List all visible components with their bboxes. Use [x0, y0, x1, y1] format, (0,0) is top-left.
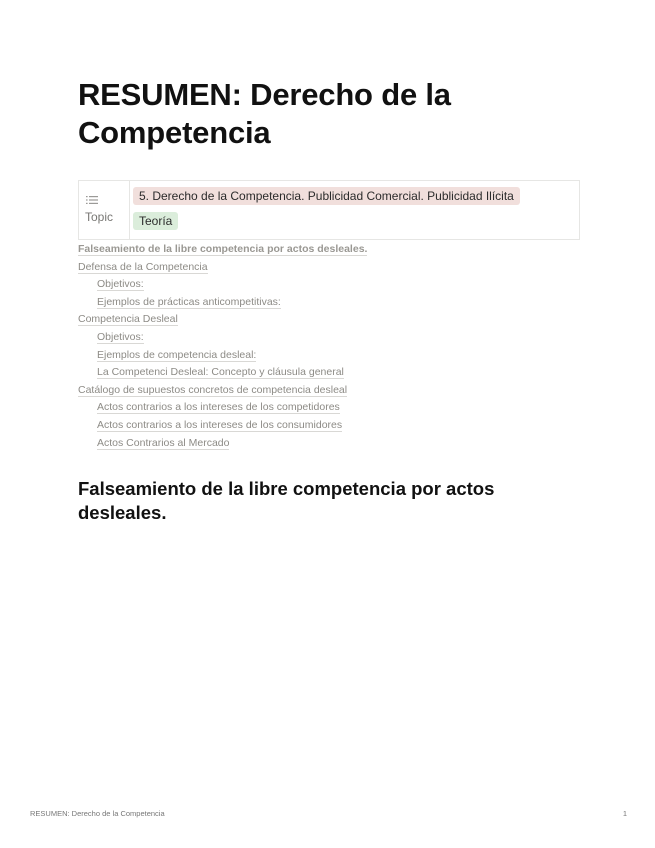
toc-link[interactable]: Actos contrarios a los intereses de los consumidores: [97, 418, 343, 431]
properties-table: [78, 180, 580, 240]
document-page: [78, 76, 580, 525]
toc-link[interactable]: La Competenci Desleal: Concepto y cláusula general: [97, 366, 344, 379]
property-label-cell: [79, 181, 129, 239]
toc-link[interactable]: Defensa de la Competencia: [78, 260, 208, 273]
toc-link[interactable]: Objetivos:: [97, 330, 144, 343]
toc-link[interactable]: Competencia Desleal: [78, 313, 178, 326]
toc-link[interactable]: Ejemplos de competencia desleal:: [97, 348, 257, 361]
property-values-cell: [129, 181, 579, 239]
property-label: Topic: [85, 210, 114, 224]
list-icon: [86, 195, 98, 205]
topic-tag[interactable]: 5. Derecho de la Competencia. Publicidad Comercial. Publicidad Ilícita: [133, 187, 520, 205]
toc-link[interactable]: Catálogo de supuestos concretos de competencia desleal: [78, 383, 348, 396]
page-number: 1: [622, 809, 627, 818]
toc-link[interactable]: Objetivos:: [97, 278, 144, 291]
toc-link[interactable]: Ejemplos de prácticas anticompetitivas:: [97, 295, 281, 308]
footer-title: RESUMEN: Derecho de la Competencia: [30, 809, 165, 818]
toc-link[interactable]: Actos Contrarios al Mercado: [97, 436, 230, 449]
type-tag[interactable]: Teoría: [133, 212, 178, 230]
section-heading: Falseamiento de la libre competencia por actos desleales.: [78, 478, 495, 524]
toc-link[interactable]: Falseamiento de la libre competencia por actos desleales.: [78, 243, 368, 255]
page-title: RESUMEN: Derecho de la Competencia: [78, 77, 451, 150]
toc-link[interactable]: Actos contrarios a los intereses de los competidores: [97, 401, 340, 414]
table-of-contents: [78, 241, 580, 452]
